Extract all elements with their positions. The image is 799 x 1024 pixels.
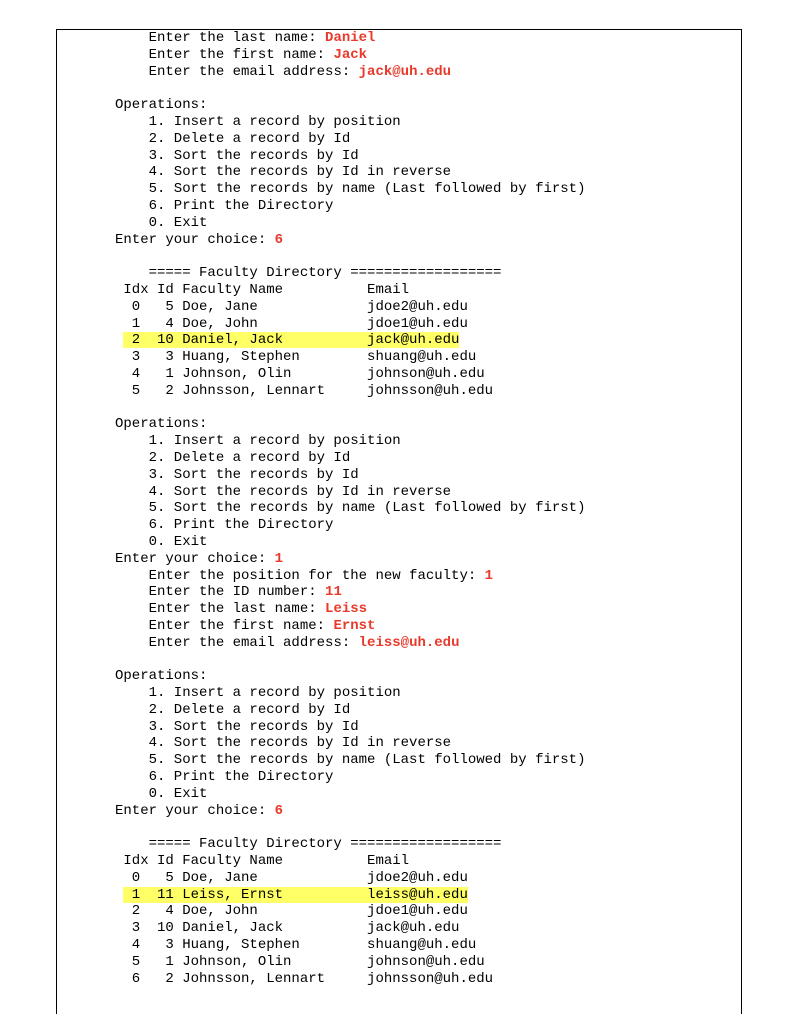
output-line: 0. Exit: [115, 214, 208, 231]
output-line: Operations:: [115, 668, 208, 685]
user-input-value: jack@uh.edu: [358, 63, 452, 80]
highlighted-record: 2 10 Daniel, Jack jack@uh.edu: [123, 332, 460, 349]
output-line: 1. Insert a record by position: [115, 685, 401, 702]
line-indent: [115, 47, 149, 63]
prompt-line: [115, 618, 585, 635]
user-input-value: 1: [484, 567, 494, 584]
line-indent: [115, 30, 149, 46]
output-line: 3 3 Huang, Stephen shuang@uh.edu: [115, 349, 477, 366]
output-line: 0 5 Doe, Jane jdoe2@uh.edu: [115, 869, 468, 886]
output-line: 4. Sort the records by Id in reverse: [115, 164, 452, 181]
output-line: 4 1 Johnson, Olin johnson@uh.edu: [115, 365, 485, 382]
user-input-value: 1: [274, 550, 284, 567]
blank-line: [115, 80, 585, 97]
output-line: 0. Exit: [115, 785, 208, 802]
prompt-text: Enter the email address:: [148, 634, 359, 651]
blank-line: [115, 651, 585, 668]
output-line: 6. Print the Directory: [115, 197, 334, 214]
output-line: Idx Id Faculty Name Email: [115, 853, 410, 870]
user-input-value: Ernst: [333, 617, 376, 634]
prompt-text: Enter the last name:: [148, 30, 326, 46]
user-input-value: leiss@uh.edu: [358, 634, 460, 651]
output-line: 6. Print the Directory: [115, 517, 334, 534]
output-line: 5 2 Johnsson, Lennart johnsson@uh.edu: [115, 382, 494, 399]
output-line: Operations:: [115, 416, 208, 433]
line-indent: [115, 64, 149, 80]
prompt-line: [115, 584, 585, 601]
prompt-line: [115, 803, 585, 820]
line-indent: [115, 635, 149, 651]
prompt-text: Enter the first name:: [148, 617, 334, 634]
line-indent: [115, 618, 149, 634]
output-line: 2. Delete a record by Id: [115, 449, 351, 466]
output-line: 5 1 Johnson, Olin johnson@uh.edu: [115, 953, 485, 970]
line-indent: [115, 601, 149, 617]
output-line: 1. Insert a record by position: [115, 433, 401, 450]
output-line: Idx Id Faculty Name Email: [115, 281, 410, 298]
output-line: ===== Faculty Directory ==================: [115, 836, 502, 853]
user-input-value: Leiss: [325, 601, 368, 618]
table-row-highlighted: [115, 887, 585, 904]
prompt-line: [115, 30, 585, 47]
line-indent: [115, 584, 149, 600]
highlighted-record: 1 11 Leiss, Ernst leiss@uh.edu: [123, 886, 468, 903]
user-input-value: 6: [274, 231, 284, 248]
output-line: 2. Delete a record by Id: [115, 130, 351, 147]
console-frame: [56, 29, 742, 1014]
output-line: 5. Sort the records by name (Last followed by first): [115, 752, 586, 769]
prompt-text: Enter the email address:: [148, 63, 359, 80]
output-line: 5. Sort the records by name (Last followed by first): [115, 181, 586, 198]
output-line: ===== Faculty Directory ==================: [115, 265, 502, 282]
prompt-text: Enter your choice:: [115, 231, 275, 248]
output-line: 5. Sort the records by name (Last followed by first): [115, 500, 586, 517]
output-line: 3. Sort the records by Id: [115, 718, 359, 735]
user-input-value: 6: [274, 802, 284, 819]
output-line: 4. Sort the records by Id in reverse: [115, 735, 452, 752]
output-line: 0. Exit: [115, 533, 208, 550]
prompt-text: Enter the last name:: [148, 601, 326, 618]
prompt-line: [115, 635, 585, 652]
output-line: Operations:: [115, 97, 208, 114]
prompt-text: Enter the first name:: [148, 46, 334, 63]
output-line: 6. Print the Directory: [115, 769, 334, 786]
blank-line: [115, 400, 585, 417]
user-input-value: Daniel: [325, 30, 376, 46]
prompt-line: [115, 47, 585, 64]
table-row-highlighted: [115, 332, 585, 349]
user-input-value: 11: [325, 584, 342, 601]
prompt-text: Enter the ID number:: [148, 584, 326, 601]
prompt-line: [115, 601, 585, 618]
output-line: 2. Delete a record by Id: [115, 701, 351, 718]
output-line: 3. Sort the records by Id: [115, 147, 359, 164]
output-line: 0 5 Doe, Jane jdoe2@uh.edu: [115, 298, 468, 315]
output-line: 1. Insert a record by position: [115, 113, 401, 130]
prompt-line: [115, 551, 585, 568]
prompt-line: [115, 64, 585, 81]
prompt-line: [115, 568, 585, 585]
console-output: [115, 30, 585, 987]
prompt-text: Enter the position for the new faculty:: [148, 567, 485, 584]
prompt-text: Enter your choice:: [115, 550, 275, 567]
output-line: 3 10 Daniel, Jack jack@uh.edu: [115, 920, 460, 937]
prompt-line: [115, 232, 585, 249]
output-line: 1 4 Doe, John jdoe1@uh.edu: [115, 315, 468, 332]
output-line: 6 2 Johnsson, Lennart johnsson@uh.edu: [115, 970, 494, 987]
output-line: 2 4 Doe, John jdoe1@uh.edu: [115, 903, 468, 920]
line-indent: [115, 568, 149, 584]
blank-line: [115, 819, 585, 836]
blank-line: [115, 248, 585, 265]
user-input-value: Jack: [333, 46, 368, 63]
output-line: 4 3 Huang, Stephen shuang@uh.edu: [115, 937, 477, 954]
prompt-text: Enter your choice:: [115, 802, 275, 819]
output-line: 4. Sort the records by Id in reverse: [115, 483, 452, 500]
output-line: 3. Sort the records by Id: [115, 466, 359, 483]
